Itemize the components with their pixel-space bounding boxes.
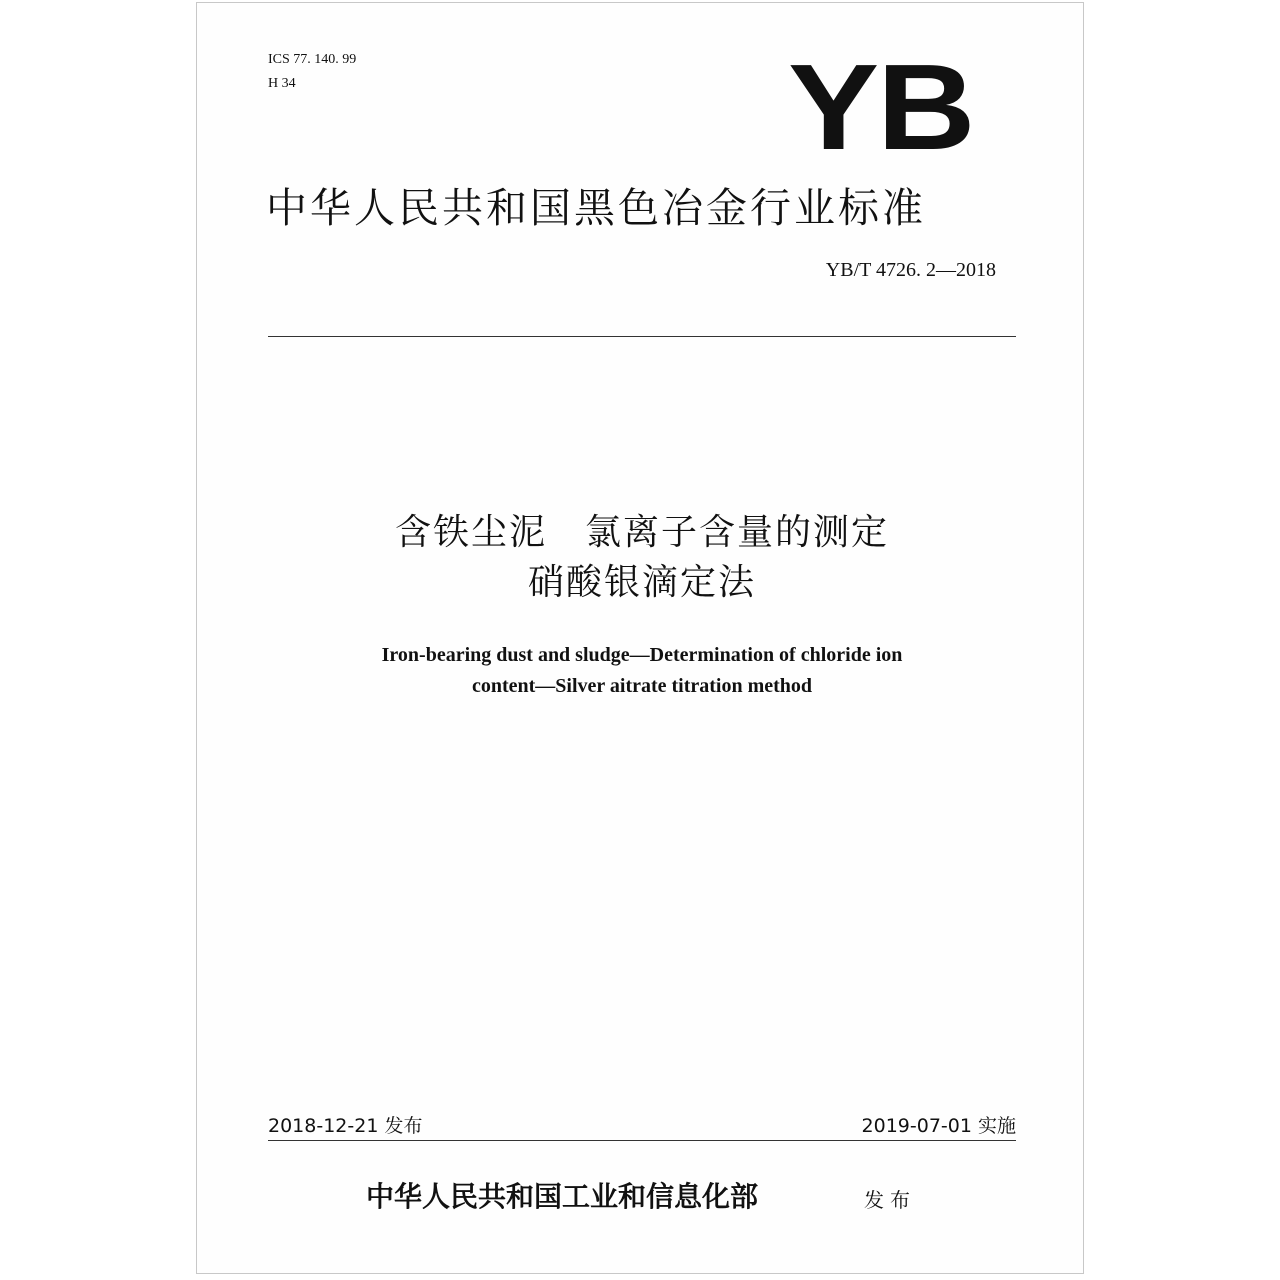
classification-codes — [268, 48, 356, 96]
ics-code: ICS 77. 140. 99 — [268, 52, 357, 67]
bottom-divider — [268, 1140, 1016, 1141]
yb-logo: YB — [788, 39, 974, 175]
chinese-title-line-2: 硝酸银滴定法 — [527, 562, 756, 603]
english-title — [268, 640, 1016, 702]
standard-category-title: 中华人民共和国黑色冶金行业标准 — [266, 184, 926, 232]
chinese-title-line-1: 含铁尘泥 氯离子含量的测定 — [394, 512, 889, 553]
english-title-line-1: Iron-bearing dust and sludge—Determination of chloride ion — [381, 644, 903, 666]
english-title-line-2: content—Silver aitrate titration method — [471, 675, 813, 697]
publish-date: 2018-12-21 发布 — [268, 1115, 423, 1137]
chinese-title — [268, 508, 1016, 608]
implement-date: 2019-07-01 实施 — [861, 1115, 1016, 1137]
issued-label: 发布 — [864, 1188, 916, 1212]
issuing-authority: 中华人民共和国工业和信息化部 — [366, 1180, 759, 1213]
ccs-code: H 34 — [268, 76, 296, 91]
top-divider — [268, 336, 1016, 337]
standard-code: YB/T 4726. 2—2018 — [825, 259, 996, 281]
